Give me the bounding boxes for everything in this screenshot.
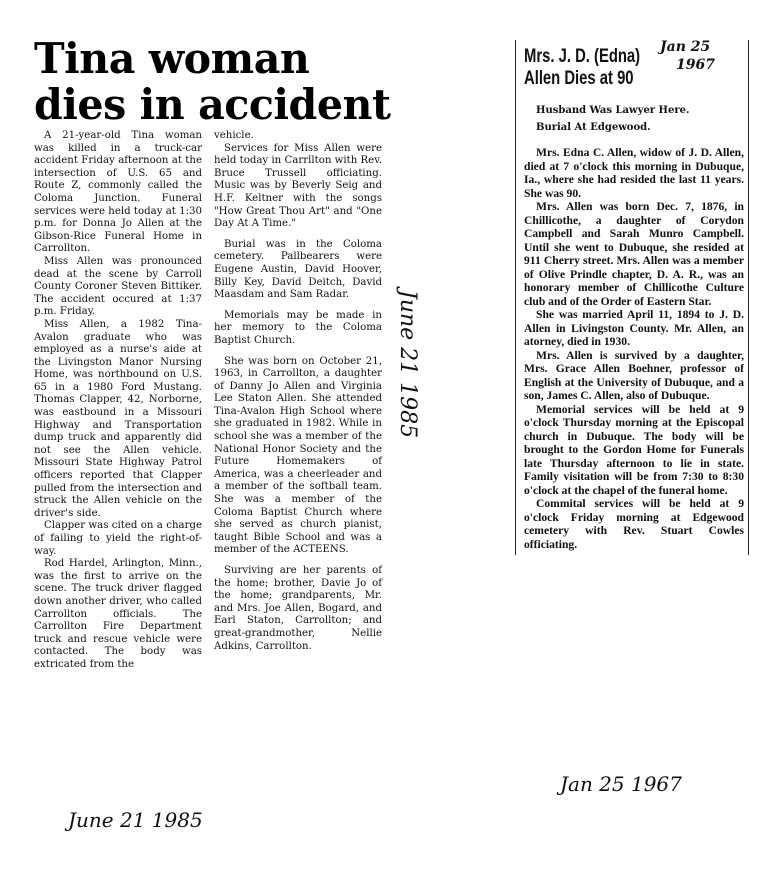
- paragraph: She was married April 11, 1894 to J. D. Allen in Livingston County. Mr. Allen, an atorney, died in 1930.: [524, 308, 744, 348]
- paragraph: Services for Miss Allen were held today in Carrllton with Rev. Bruce Trussell officiating. Music was by Beverly Seig and H.F. Keltner with the songs "How Great Thou Art" and "One Day At A Time.": [214, 142, 382, 230]
- subheadline-line-1: Husband Was Lawyer Here.: [536, 105, 690, 116]
- paragraph: Burial was in the Coloma cemetery. Pallbearers were Eugene Austin, David Hoover, Billy Key, David Deitch, David Maasdam and Sam Radar.: [214, 238, 382, 301]
- headline-line-1: Mrs. J. D. (Edna): [524, 46, 641, 67]
- article-columns: [34, 130, 394, 672]
- headline-line-2: dies in accident: [34, 80, 391, 129]
- paragraph: Commital services will be held at 9 o'clock Friday morning at Edgewood cemetery with Rev. Stuart Cowles officiating.: [524, 497, 744, 551]
- obituary-clipping-1985: [34, 36, 394, 672]
- paragraph: Surviving are her parents of the home; brother, Davie Jo of the home; grandparents, Mr. and Mrs. Joe Allen, Bogard, and Earl Staton, Carrollton; and great-grandmother, Nellie Adkins, Carrollton.: [214, 565, 382, 652]
- paragraph: Rod Hardel, Arlington, Minn., was the first to arrive on the scene. The truck driver flagged down another driver, who called Carrollton officials. The Carrollton Fire Department truck and rescue vehicle were contacted. The body was extricated from the: [34, 558, 202, 670]
- handwritten-date-vertical: June 21 1985: [395, 290, 420, 439]
- article-column-1: [34, 130, 202, 672]
- paragraph: Mrs. Allen was born Dec. 7, 1876, in Chillicothe, a daughter of Corydon Campbell and Sarah Munro Campbell. Until she went to Dubuque, she resided at 911 Cherry street. Mrs. Allen was a member of Olive Prindle chapter, D. A. R., was an honorary member of Chillicothe Culture club and of the Order of Eastern Star.: [524, 200, 744, 308]
- obituary-clipping-1967: [515, 40, 749, 555]
- headline-line-2: Allen Dies at 90: [524, 68, 634, 89]
- paragraph: A 21-year-old Tina woman was killed in a truck-car accident Friday afternoon at the intersection of U.S. 65 and Route Z, commonly called the Coloma Junction. Funeral services were held today at 1:30 p.m. for Donna Jo Allen at the Gibson-Rice Funeral Home in Carrollton.: [34, 130, 202, 255]
- handwritten-date-bottom-right: Jan 25 1967: [560, 772, 682, 796]
- handwritten-line-1: Jan 25: [660, 39, 711, 55]
- paragraph: Miss Allen was pronounced dead at the scene by Carroll County Coroner Steven Bittiker. The accident occured at 1:37 p.m. Friday.: [34, 255, 202, 318]
- handwritten-date-top-right: [660, 38, 715, 74]
- paragraph: vehicle.: [214, 130, 254, 141]
- paragraph: Mrs. Edna C. Allen, widow of J. D. Allen, died at 7 o'clock this morning in Dubuque, Ia., where she had resided the last 11 years. She was 90.: [524, 146, 744, 200]
- paragraph: Memorial services will be held at 9 o'clock Thursday morning at the Episcopal church in Dubuque. The body will be brought to the Gordon Home for Funerals late Thursday afternoon to lie in state. Family visitation will be from 7:30 to 8:30 o'clock at the chapel of the funeral home.: [524, 402, 744, 497]
- article-body: [524, 146, 744, 551]
- paragraph: Mrs. Allen is survived by a daughter, Mrs. Grace Allen Boehner, professor of English at the University of Dubuque, and a son, James C. Allen, also of Dubuque.: [524, 348, 744, 402]
- subheadline: [536, 102, 744, 136]
- handwritten-line-2: 1967: [676, 57, 715, 73]
- paragraph: Memorials may be made in her memory to the Coloma Baptist Church.: [214, 309, 382, 346]
- paragraph: Miss Allen, a 1982 Tina-Avalon graduate who was employed as a nurse's aide at the Livingston Manor Nursing Home, was northbound on U.S. 65 in a 1980 Ford Mustang. Thomas Clapper, 42, Norborne, was eastbound in a Missouri Highway and Transportation dump truck and apparently did not see the Allen vehicle. Missouri State Highway Patrol officers reported that Clapper pulled from the intersection and struck the Allen vehicle on the driver's side.: [34, 318, 202, 519]
- paragraph: Clapper was cited on a charge of failing to yield the right-of-way.: [34, 520, 202, 557]
- handwritten-date-bottom-left: June 21 1985: [68, 808, 203, 832]
- headline-line-1: Tina woman: [34, 34, 310, 83]
- article-column-2: [214, 130, 382, 672]
- subheadline-line-2: Burial At Edgewood.: [536, 122, 651, 133]
- paragraph: She was born on October 21, 1963, in Carrollton, a daughter of Danny Jo Allen and Virginia Lee Staton Allen. She attended Tina-Avalon High School where she graduated in 1982. While in school she was a member of the National Honor Society and the Future Homemakers of America, was a cheerleader and a member of the softball team. She was a member of the Coloma Baptist Church where she served as church pianist, taught Bible School and was a member of the ACTEENS.: [214, 355, 382, 556]
